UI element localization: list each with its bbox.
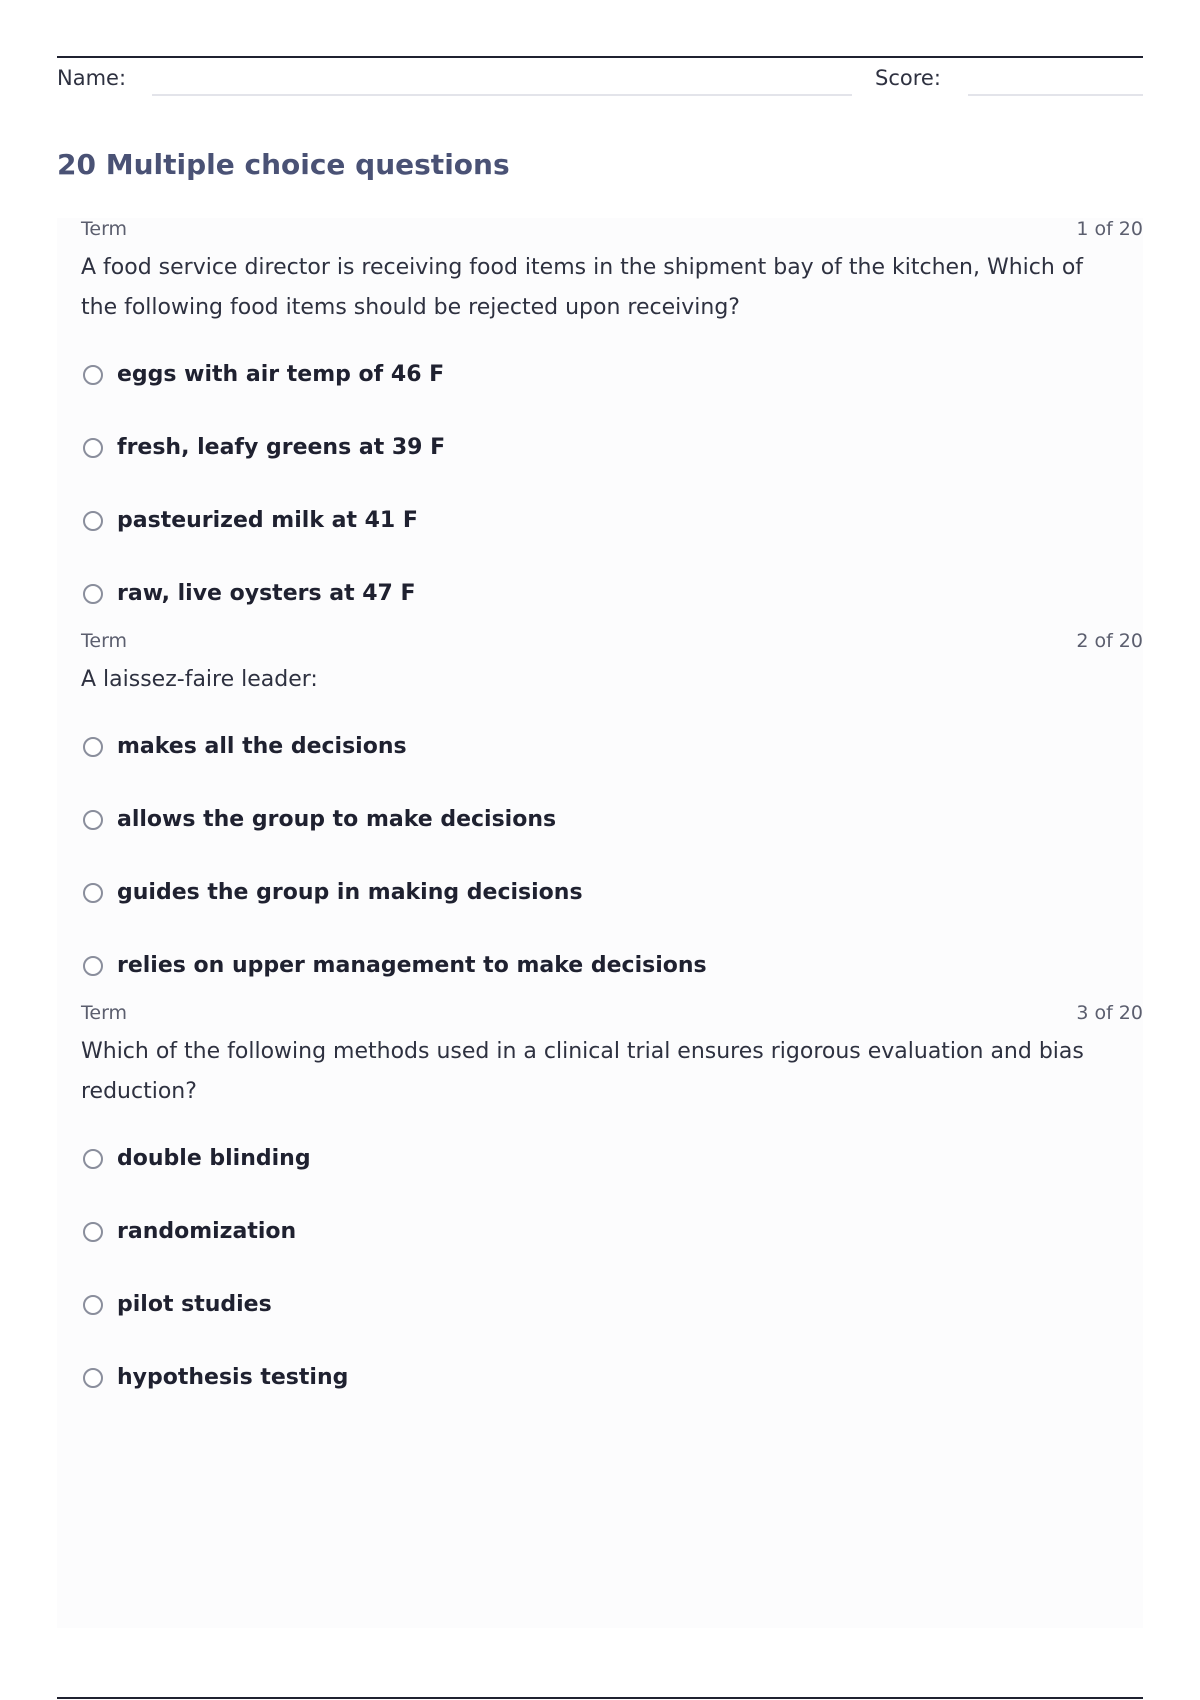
option-label: guides the group in making decisions [117, 880, 583, 905]
bottom-divider [57, 1697, 1143, 1699]
top-divider [57, 56, 1143, 58]
answer-option[interactable] [81, 411, 1143, 484]
name-field-line[interactable] [152, 94, 852, 96]
radio-icon[interactable] [83, 810, 103, 830]
option-label: fresh, leafy greens at 39 F [117, 435, 446, 460]
answer-option[interactable] [81, 856, 1143, 929]
question-text: A food service director is receiving food items in the shipment bay of the kitchen, Which of the following food items should be rejected upon receiving? [81, 255, 1084, 320]
question-counter: 2 of 20 [1076, 630, 1143, 652]
option-label: pilot studies [117, 1292, 272, 1317]
option-label: allows the group to make decisions [117, 807, 557, 832]
score-field-line[interactable] [968, 94, 1143, 96]
option-label: eggs with air temp of 46 F [117, 362, 445, 387]
radio-icon[interactable] [83, 956, 103, 976]
name-label: Name: [57, 66, 127, 90]
question-list [57, 218, 1143, 1628]
worksheet-header [57, 60, 1143, 100]
answer-option[interactable] [81, 1268, 1143, 1341]
option-label: relies on upper management to make decisions [117, 953, 707, 978]
radio-icon[interactable] [83, 1149, 103, 1169]
term-label: Term [81, 218, 128, 240]
radio-icon[interactable] [83, 737, 103, 757]
answer-option[interactable] [81, 1195, 1143, 1268]
answer-option[interactable] [81, 783, 1143, 856]
option-label: double blinding [117, 1146, 311, 1171]
option-label: randomization [117, 1219, 297, 1244]
question-3 [57, 1002, 1143, 1414]
answer-options [81, 1122, 1143, 1414]
radio-icon[interactable] [83, 438, 103, 458]
answer-options [81, 710, 1143, 1002]
question-1 [57, 218, 1143, 630]
answer-option[interactable] [81, 1122, 1143, 1195]
radio-icon[interactable] [83, 584, 103, 604]
section-title: 20 Multiple choice questions [57, 148, 510, 181]
radio-icon[interactable] [83, 365, 103, 385]
question-header [81, 1002, 1143, 1030]
term-label: Term [81, 630, 128, 652]
question-text: A laissez-faire leader: [81, 667, 318, 692]
question-counter: 3 of 20 [1076, 1002, 1143, 1024]
score-label: Score: [875, 66, 941, 90]
answer-option[interactable] [81, 1341, 1143, 1414]
radio-icon[interactable] [83, 511, 103, 531]
option-label: hypothesis testing [117, 1365, 349, 1390]
option-label: makes all the decisions [117, 734, 407, 759]
question-header [81, 218, 1143, 246]
answer-option[interactable] [81, 710, 1143, 783]
question-header [81, 630, 1143, 658]
answer-options [81, 338, 1143, 630]
option-label: pasteurized milk at 41 F [117, 508, 418, 533]
option-label: raw, live oysters at 47 F [117, 581, 416, 606]
question-2 [57, 630, 1143, 1002]
answer-option[interactable] [81, 557, 1143, 630]
question-counter: 1 of 20 [1076, 218, 1143, 240]
radio-icon[interactable] [83, 1368, 103, 1388]
radio-icon[interactable] [83, 1295, 103, 1315]
answer-option[interactable] [81, 929, 1143, 1002]
term-label: Term [81, 1002, 128, 1024]
radio-icon[interactable] [83, 1222, 103, 1242]
radio-icon[interactable] [83, 883, 103, 903]
answer-option[interactable] [81, 484, 1143, 557]
question-text: Which of the following methods used in a clinical trial ensures rigorous evaluation and bias reduction? [81, 1039, 1084, 1104]
answer-option[interactable] [81, 338, 1143, 411]
